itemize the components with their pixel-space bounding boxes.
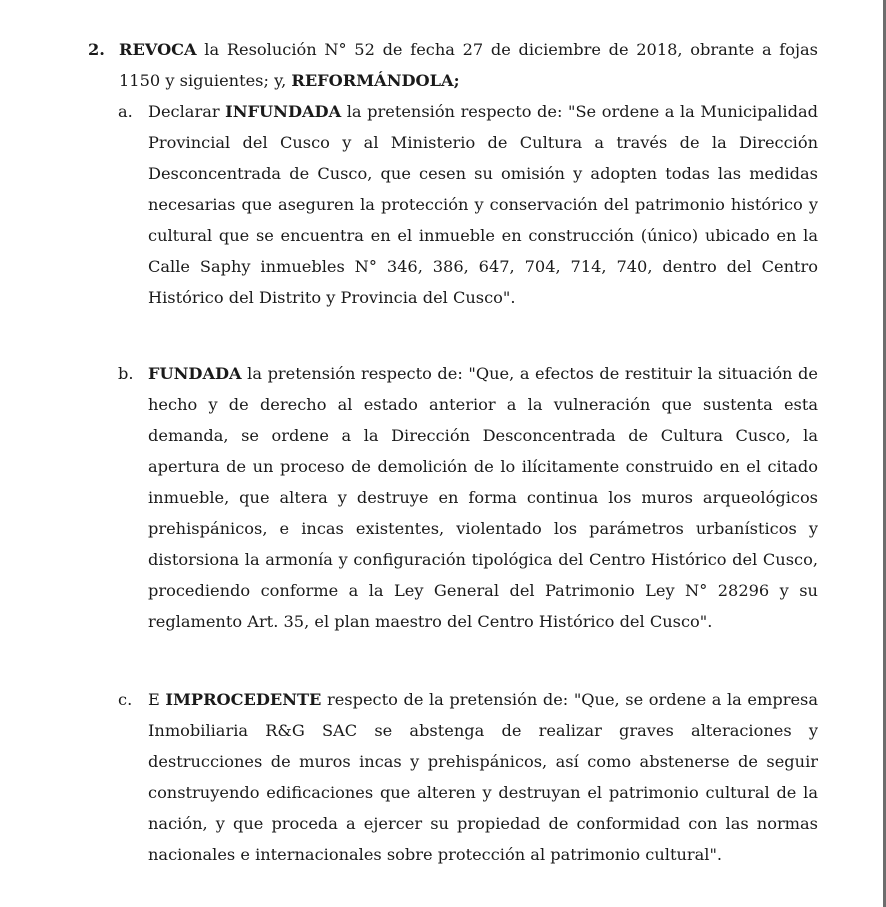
item-2-bold-tail: REFORMÁNDOLA;	[291, 71, 460, 90]
sub-item-a	[118, 96, 818, 313]
resolution-item-2	[88, 34, 818, 96]
sub-item-a-ruling: INFUNDADA	[225, 102, 342, 121]
item-2-text	[119, 34, 818, 96]
sub-item-c-ruling: IMPROCEDENTE	[165, 690, 322, 709]
sub-item-letter: c.	[118, 690, 133, 709]
item-number: 2.	[88, 40, 105, 59]
sub-item-b-body: la pretensión respecto de: "Que, a efectos de restituir la situación de hecho y de derecho al estado anterior a la vulneración que sustenta esta demanda, se ordene a la Dirección Desconcentrada de Cultura Cusco, la apertura de un proceso de demolición de lo ilícitamente construido en el citado inmueble, que altera y destruye en forma continua los muros arqueológicos prehispánicos, e incas existentes, violentado los parámetros urbanísticos y distorsiona la armonía y configuración tipológica del Centro Histórico del Cusco, procediendo conforme a la Ley General del Patrimonio Ley N° 28296 y su reglamento Art. 35, el plan maestro del Centro Histórico del Cusco".	[148, 364, 818, 631]
sub-item-c	[118, 684, 818, 870]
sub-item-c-text	[148, 684, 818, 870]
sub-item-a-body: la pretensión respecto de: "Se ordene a la Municipalidad Provincial del Cusco y al Ministerio de Cultura a través de la Dirección Desconcentrada de Cusco, que cesen su omisión y adopten todas las medidas necesarias que aseguren la protección y conservación del patrimonio histórico y cultural que se encuentra en el inmueble en construcción (único) ubicado en la Calle Saphy inmuebles N° 346, 386, 647, 704, 714, 740, dentro del Centro Histórico del Distrito y Provincia del Cusco".	[148, 102, 818, 307]
item-2-body: la Resolución N° 52 de fecha 27 de diciembre de 2018, obrante a fojas 1150 y siguientes; y,	[119, 40, 818, 90]
sub-item-c-body: respecto de la pretensión de: "Que, se ordene a la empresa Inmobiliaria R&G SAC se abstenga de realizar graves alteraciones y destrucciones de muros incas y prehispánicos, así como abstenerse de seguir construyendo edificaciones que alteren y destruyan el patrimonio cultural de la nación, y que proceda a ejercer su propiedad de conformidad con las normas nacionales e internacionales sobre protección al patrimonio cultural".	[148, 690, 818, 864]
sub-item-b	[118, 358, 818, 637]
sub-item-a-prefix: Declarar	[148, 102, 226, 121]
sub-item-c-prefix: E	[148, 690, 166, 709]
sub-item-letter: a.	[118, 102, 133, 121]
sub-item-letter: b.	[118, 364, 134, 383]
sub-item-b-ruling: FUNDADA	[148, 364, 242, 383]
item-2-bold-verb: REVOCA	[119, 40, 197, 59]
sub-item-a-text	[148, 96, 818, 313]
sub-item-b-text	[148, 358, 818, 637]
